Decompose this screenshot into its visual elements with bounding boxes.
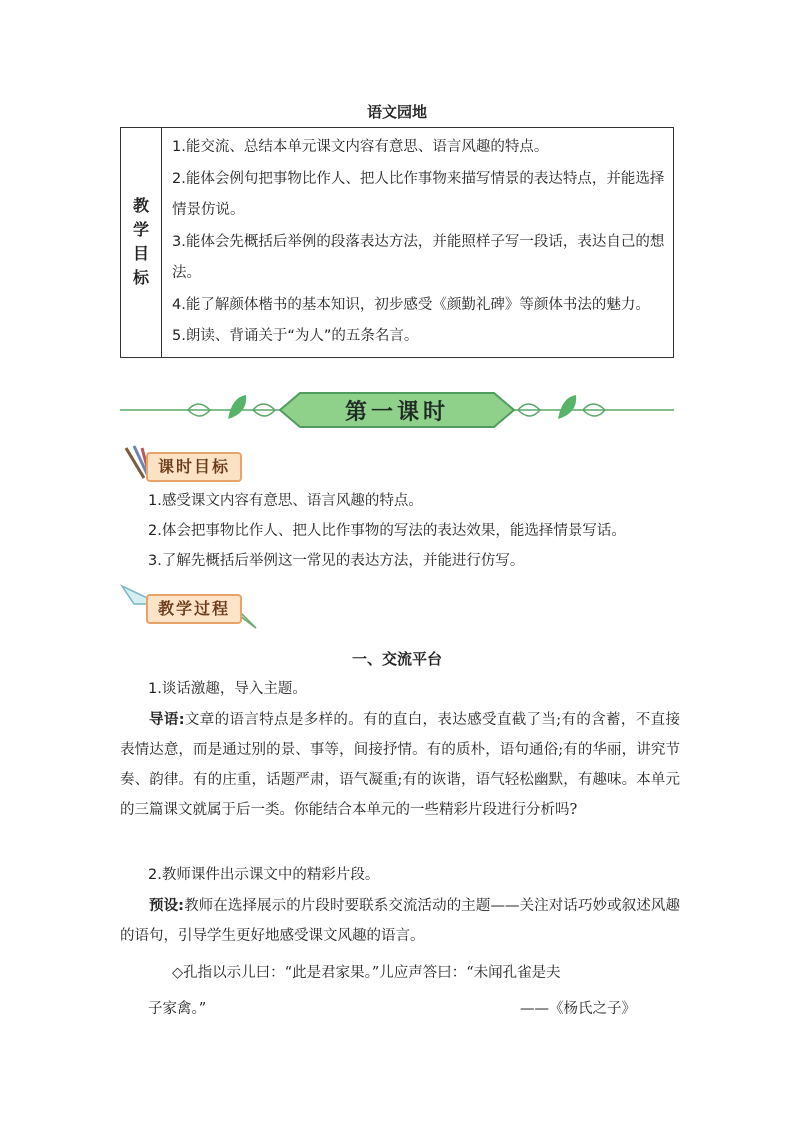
preset-label: 预设: xyxy=(149,898,184,914)
quote-source: ——《杨氏之子》 xyxy=(520,1001,636,1017)
goal-item: 4.能了解颜体楷书的基本知识，初步感受《颜勤礼碑》等颜体书法的魅力。 xyxy=(172,296,650,313)
goal-label-char: 目 xyxy=(132,244,149,264)
goal-item: 3.能体会先概括后举例的段落表达方法，并能照样子写一段话，表达自己的想法。 xyxy=(172,233,665,281)
lesson-goal-item: 2.体会把事物比作人、把人比作事物的写法的表达效果，能选择情景写话。 xyxy=(148,523,626,539)
intro-label: 导语: xyxy=(149,712,185,728)
lesson-goal-item: 1.感受课文内容有意思、语言风趣的特点。 xyxy=(148,493,423,509)
goal-item: 1.能交流、总结本单元课文内容有意思、语言风趣的特点。 xyxy=(172,139,549,155)
intro-paragraph xyxy=(120,705,680,825)
goal-item: 2.能体会例句把事物比作人、把人比作事物来描写情景的表达特点，并能选择情景仿说。 xyxy=(172,170,665,218)
lesson-title: 第一课时 xyxy=(344,399,449,425)
teaching-goals-list xyxy=(162,128,674,358)
preset-text: 教师在选择展示的片段时要联系交流活动的主题——关注对话巧妙或叙述风趣的语句，引导学生更好地感受课文风趣的语言。 xyxy=(120,898,680,944)
lesson-goals-tag xyxy=(120,446,260,482)
goal-label-char: 标 xyxy=(132,268,149,288)
section-heading: 一、交流平台 xyxy=(351,650,442,668)
teaching-process-tag xyxy=(120,588,260,624)
document-title: 语文园地 xyxy=(366,103,427,121)
goal-label-char: 学 xyxy=(132,220,149,240)
quote-line: ◇孔指以示儿曰：“此是君家果。”儿应声答曰：“未闻孔雀是夫 xyxy=(172,965,561,981)
preset-paragraph xyxy=(120,891,680,951)
lesson-goal-item: 3.了解先概括后举例这一常见的表达方法，并能进行仿写。 xyxy=(148,553,525,569)
goal-item: 5.朗读、背诵关于“为人”的五条名言。 xyxy=(172,328,419,344)
intro-text: 文章的语言特点是多样的。有的直白，表达感受直截了当;有的含蓄，不直接表情达意，而是通过别的景、事等，间接抒情。有的质朴，语句通俗;有的华丽，讲究节奏、韵律。有的庄重，话题严肃，语气凝重;有的诙谐，语气轻松幽默，有趣味。本单元的三篇课文就属于后一类。你能结合本单元的一些精彩片段进行分析吗? xyxy=(120,712,680,818)
teaching-process-tag-label: 教学过程 xyxy=(146,594,242,624)
step-2: 2.教师课件出示课文中的精彩片段。 xyxy=(148,867,380,883)
teaching-goals-label xyxy=(121,128,162,358)
goal-label-char: 教 xyxy=(132,196,149,216)
teaching-goals-table xyxy=(120,127,674,358)
quote-line: 子家禽。” xyxy=(148,1001,207,1017)
step-1: 1.谈话激趣，导入主题。 xyxy=(148,681,307,697)
lesson-banner xyxy=(118,389,676,431)
lesson-goals-tag-label: 课时目标 xyxy=(146,452,242,482)
